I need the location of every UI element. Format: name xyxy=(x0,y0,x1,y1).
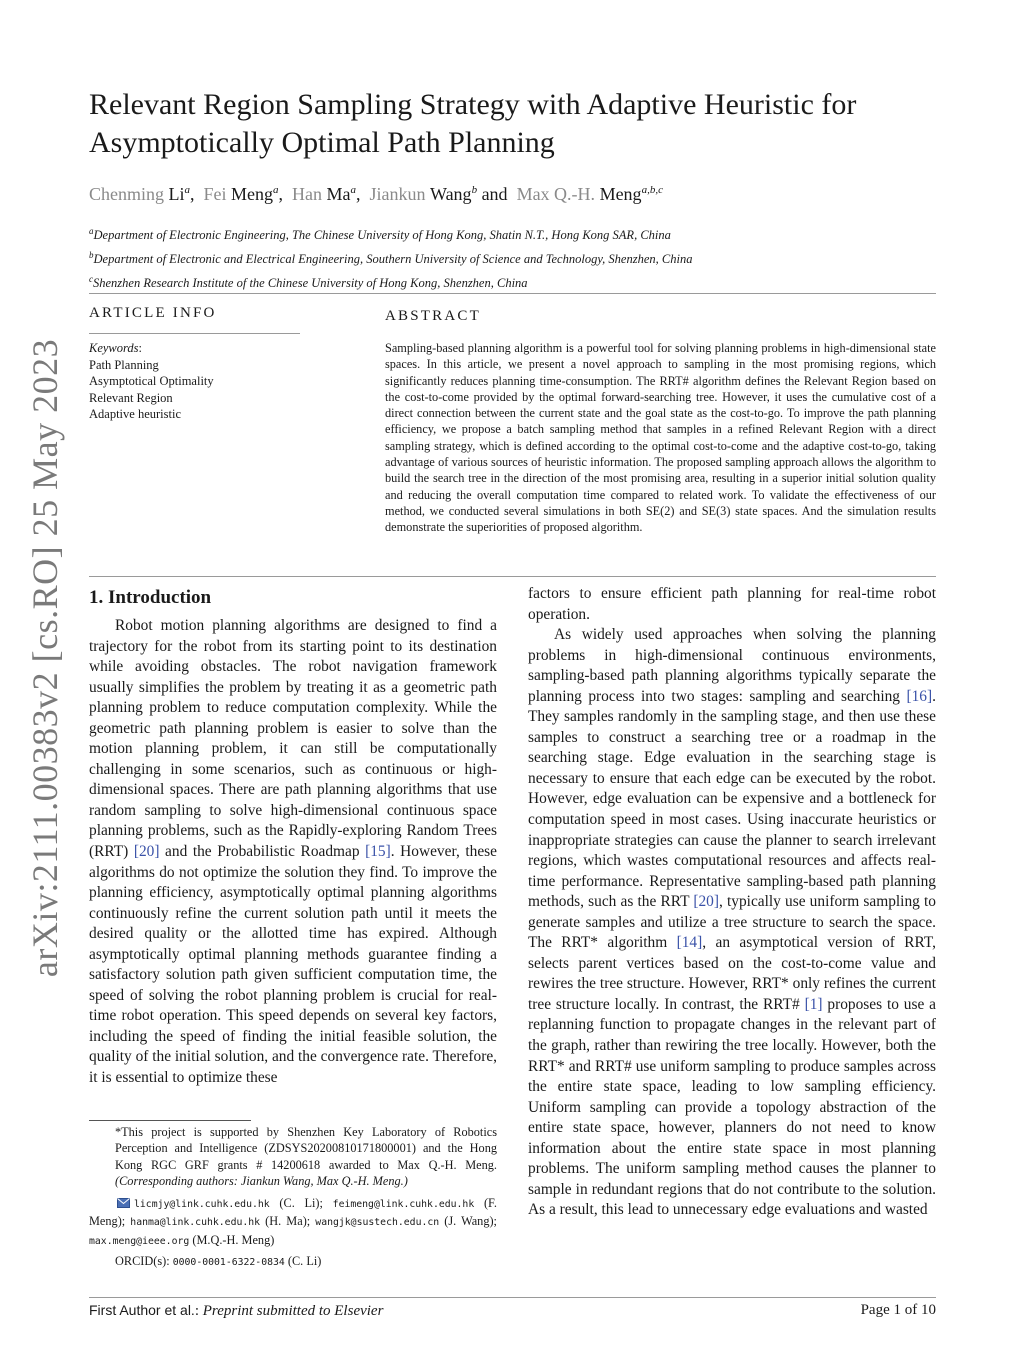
funding-footnote: *This project is supported by Shenzhen Key Laboratory of Robotics Perception and Intelligence (ZDSYS20200810171800001) and the Hong Kong RGC GRF grants # 14200618 awarded to Max Q.-H. Meng. (Corresponding authors: Jiankun Wang, Max Q.-H. Meng.) xyxy=(115,1125,497,1188)
citation-link[interactable]: [20] xyxy=(693,893,719,911)
body-column-right xyxy=(528,584,936,1221)
keyword: Relevant Region xyxy=(89,390,173,405)
keywords-label: Keywords: xyxy=(89,341,143,355)
orcid-link[interactable]: 0000-0001-6322-0834 xyxy=(172,1257,285,1269)
article-info-underline xyxy=(89,333,300,334)
paragraph: As widely used approaches when solving the planning problems in high-dimensional continuous environments, sampling-based path planning algorithms typically separate the planning process into two stages: sampling and searching [16]. They samples randomly in the sampling stage, and then use these samples to construct a searching tree or a roadmap in the searching stage. Edge evaluation in the searching stage is necessary to ensure that each edge can be executed by the robot. However, edge evaluation can be expensive and a bottleneck for computation speed in most cases. Using inaccurate heuristics or inappropriate strategies can cause the planner to search irrelevant regions, which wastes computational resources and affects real-time performance. Representative sampling-based path planning methods, such as the RRT [20], typically use uniform sampling to generate samples and utilize a tree structure to search the space. The RRT* algorithm [14], an asymptotical version of RRT, selects parent vertices based on the cost-to-come value and rewires the tree structure. However, RRT* only refines the current tree structure locally. In contrast, the RRT# [1] proposes to use a replanning function to propagate changes in the relevant part of the graph, rather than rewiring the tree locally. However, both the RRT* and RRT# use uniform sampling to produce samples across the entire state space, leading to low sampling efficiency. Uniform sampling can provide a topology abstraction of the entire state space, however, planners do not need to know information about the entire state space in most planning problems. The uniform sampling method causes the planner to sample in redundant regions that do not contribute to the solution. As a result, this lead to unnecessary edge evaluations and wasted xyxy=(528,626,936,1219)
header-divider xyxy=(89,293,936,294)
body-divider xyxy=(89,576,936,577)
citation-link[interactable]: [1] xyxy=(804,995,823,1013)
citation-link[interactable]: [16] xyxy=(906,687,933,705)
affiliations xyxy=(89,221,949,293)
author: Fei Meng$^a$, xyxy=(203,184,288,204)
footnotes xyxy=(89,1124,497,1271)
article-info-heading: ARTICLE INFO xyxy=(89,305,217,321)
email-link[interactable]: licmjy@link.cuhk.edu.hk xyxy=(134,1199,270,1211)
citation-link[interactable]: [14] xyxy=(676,934,703,952)
section-heading-introduction: 1. Introduction xyxy=(89,587,212,608)
affiliation: $^c$Shenzhen Research Institute of the Chinese University of Hong Kong, Shenzhen, China xyxy=(89,274,528,291)
email-link[interactable]: hanma@link.cuhk.edu.hk xyxy=(130,1217,261,1229)
citation-link[interactable]: [15] xyxy=(365,843,391,861)
author-list xyxy=(89,178,939,206)
citation-link[interactable]: [20] xyxy=(133,843,160,861)
author: Jiankun Wang$^b$ and xyxy=(369,184,513,204)
keyword: Path Planning xyxy=(89,357,159,372)
email-link[interactable]: max.meng@ieee.org xyxy=(89,1235,190,1247)
affiliation: $^a$Department of Electronic Engineering, The Chinese University of Hong Kong, Shatin N.T., Hong Kong SAR, China xyxy=(89,226,671,243)
envelope-icon xyxy=(117,1198,130,1208)
affiliation: $^b$Department of Electronic and Electrical Engineering, Southern University of Science and Technology, Shenzhen, China xyxy=(89,250,693,267)
body-column-left xyxy=(89,616,497,1089)
paragraph: factors to ensure efficient path planning for real-time robot operation. xyxy=(528,585,936,623)
keyword: Adaptive heuristic xyxy=(89,407,181,421)
author: Chenming Li$^a$, xyxy=(89,184,199,204)
footer-running-title: First Author et al.: Preprint submitted to Elsevier xyxy=(89,1302,384,1319)
footer-divider xyxy=(89,1297,936,1298)
footnote-divider xyxy=(89,1120,251,1121)
email-link[interactable]: wangjk@sustech.edu.cn xyxy=(315,1217,440,1229)
keywords-block xyxy=(89,340,309,423)
page-number: Page 1 of 10 xyxy=(860,1302,936,1318)
author: Max Q.-H. Meng$^{a,b,c}$ xyxy=(516,184,663,204)
orcid-footnote: ORCID(s): 0000-0001-6322-0834 (C. Li) xyxy=(115,1254,322,1269)
arxiv-side-stamp xyxy=(20,338,70,977)
keyword: Asymptotical Optimality xyxy=(89,374,214,388)
email-footnote: licmjy@link.cuhk.edu.hk (C. Li); feimeng@link.cuhk.edu.hk (F. Meng); hanma@link.cuhk.edu.hk (H. Ma); wangjk@sustech.edu.cn (J. Wang); max.meng@ieee.org (M.Q.-H. Meng) xyxy=(89,1196,497,1247)
arxiv-identifier: arXiv:2111.00383v2 [cs.RO] 25 May 2023 xyxy=(25,338,65,977)
author: Han Ma$^a$, xyxy=(292,184,366,204)
email-link[interactable]: feimeng@link.cuhk.edu.hk xyxy=(332,1199,475,1211)
paper-title: Relevant Region Sampling Strategy with Adaptive Heuristic for Asymptotically Optimal Path Planning xyxy=(89,88,857,159)
paragraph: Robot motion planning algorithms are designed to find a trajectory for the robot from its starting point to its destination while avoiding obstacles. The robot navigation framework usually simplifies the problem by treating it as a geometric path planning problem to reduce computation complexity. While the geometric path planning problem is easier to solve than the motion planning problem, it can still be computationally challenging in some scenarios, such as continuous or high-dimensional spaces. There are path planning algorithms that use random sampling to solve high-dimensional continuous space planning problems, such as the Rapidly-exploring Random Trees (RRT) [20] and the Probabilistic Roadmap [15]. However, these algorithms do not optimize the solution they find. To improve the planning efficiency, asymptotically optimal planning algorithms continuously refine the current solution path until it meets the desired quality or the allotted time has expired. Although asymptotically optimal planning methods guarantee finding a satisfactory solution path given sufficient computation time, the speed of solving the robot planning problem is crucial for real-time robot operation. This speed depends on several key factors, including the speed of finding the initial feasible solution, the quality of the initial solution, and the convergence rate. Therefore, it is essential to optimize these xyxy=(89,617,497,1087)
abstract-text: Sampling-based planning algorithm is a powerful tool for solving planning problems in high-dimensional state spaces. In this article, we present a novel approach to sampling in the most promising regions, which significantly reduces planning time-consumption. The RRT# algorithm defines the Relevant Region based on the cost-to-come provided by the optimal forward-searching tree. However, it uses the cumulative cost of a direct connection between the current state and the goal state as the cost-to-go. To improve the path planning efficiency, we propose a batch sampling method that samples in a refined Relevant Region with a direct sampling strategy, which is defined according to the optimal cost-to-come and the adaptive cost-to-go, taking advantage of various sources of heuristic information. The proposed sampling approach allows the algorithm to build the search tree in the direction of the most promising area, resulting in a superior initial solution quality and reducing the overall computation time compared to related work. To validate the effectiveness of our method, we conducted several simulations in both SE(2) and SE(3) state spaces. And the simulation results demonstrate the superiorities of proposed algorithm. xyxy=(385,341,936,535)
abstract-heading: ABSTRACT xyxy=(385,308,481,324)
